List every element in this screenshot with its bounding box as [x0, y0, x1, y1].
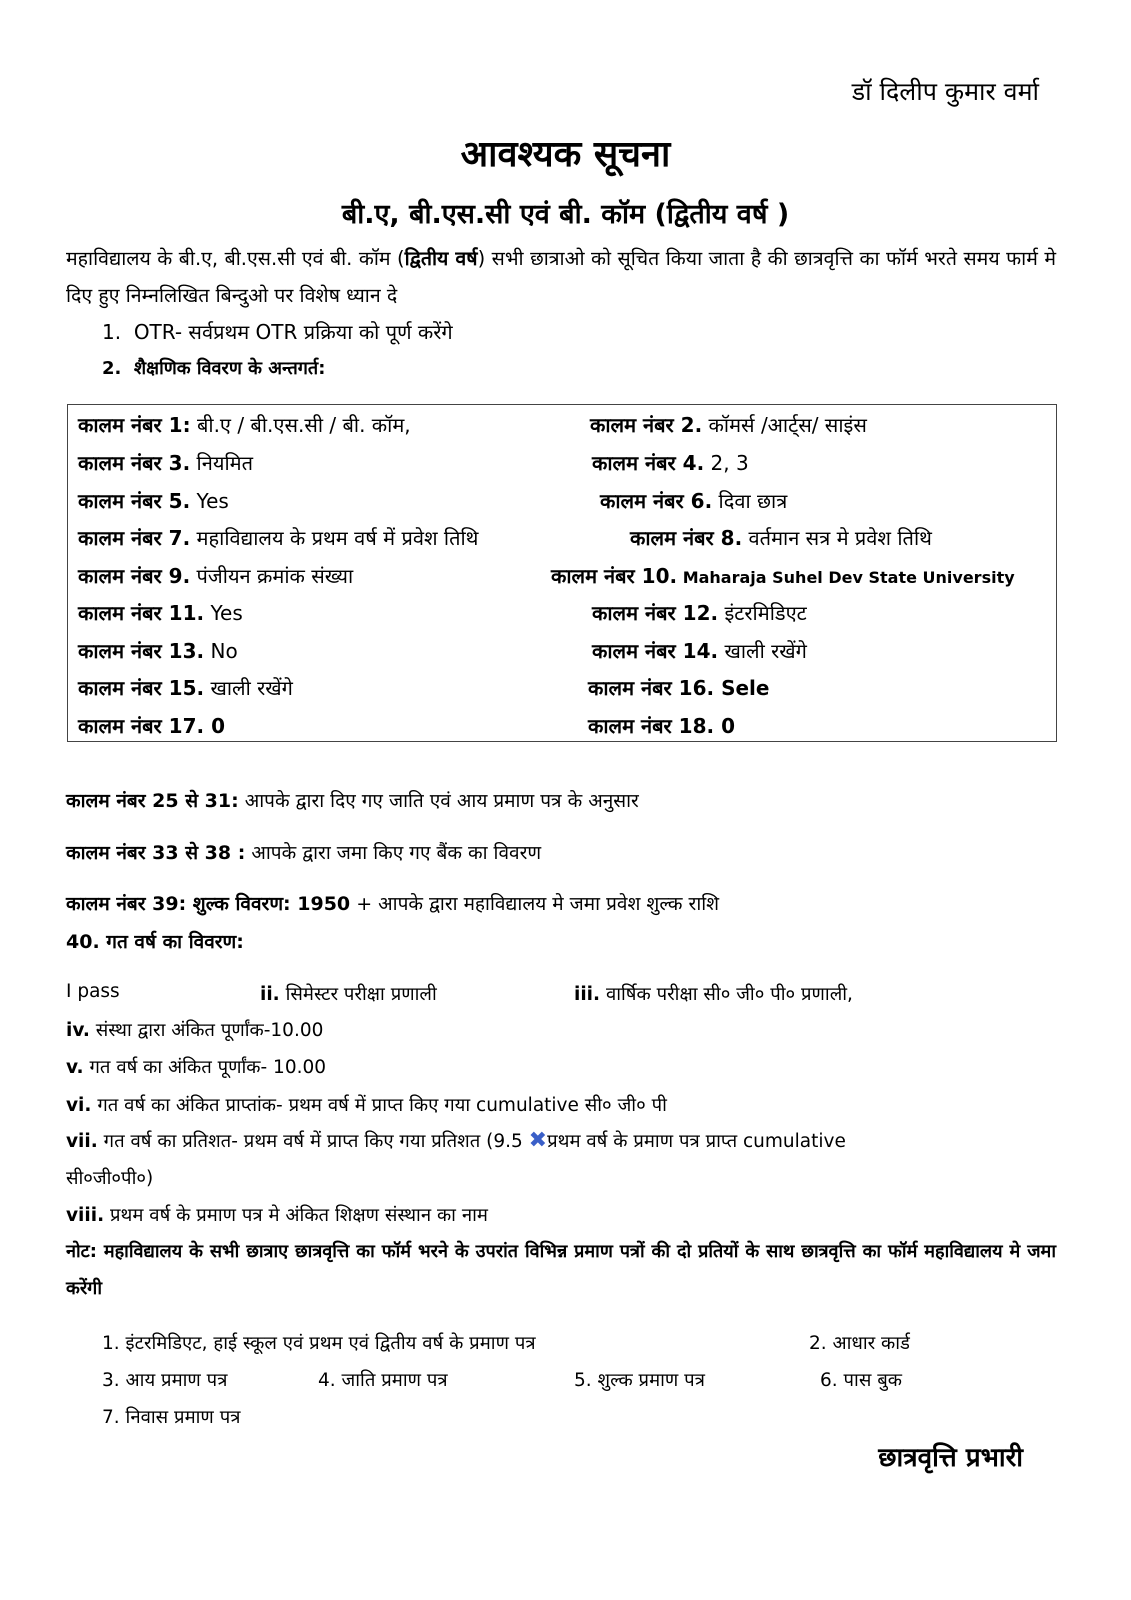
column-cell	[78, 487, 229, 514]
intro-bold: द्वितीय वर्ष	[404, 247, 478, 270]
column-label: कालम नंबर 9.	[78, 564, 191, 588]
column-cell	[78, 524, 478, 551]
column-value: 0	[714, 714, 736, 738]
document-item: 4. जाति प्रमाण पत्र	[318, 1370, 448, 1391]
item-text: सिमेस्टर परीक्षा प्रणाली	[279, 984, 437, 1005]
item-number: iv.	[66, 1020, 90, 1041]
column-label: कालम नंबर 14.	[592, 639, 719, 663]
item-text-cont: प्रथम वर्ष के प्रमाण पत्र प्राप्त cumulative	[547, 1131, 846, 1152]
step-1-text: OTR- सर्वप्रथम OTR प्रक्रिया को पूर्ण करेंगे	[133, 320, 453, 344]
last-year-item-ii	[260, 981, 437, 1006]
section-label: कालम नंबर 25 से 31:	[66, 790, 239, 812]
column-value: Maharaja Suhel Dev State University	[677, 568, 1015, 587]
column-value: खाली रखेंगे	[718, 639, 807, 663]
column-value: Yes	[190, 489, 229, 513]
column-value: बी.ए / बी.एस.सी / बी. कॉम,	[190, 413, 411, 437]
column-label: कालम नंबर 5.	[78, 489, 191, 513]
signature: छात्रवृत्ति प्रभारी	[878, 1443, 1023, 1473]
step-1	[102, 318, 453, 345]
document-item: 6. पास बुक	[820, 1370, 902, 1391]
last-year-item-iii	[574, 981, 853, 1006]
column-label: कालम नंबर 1:	[78, 413, 191, 437]
last-year-item-iv	[66, 1017, 323, 1042]
page-subtitle: बी.ए, बी.एस.सी एवं बी. कॉम (द्वितीय वर्ष )	[341, 199, 790, 230]
column-cell	[592, 599, 807, 626]
column-value: पंजीयन क्रमांक संख्या	[190, 564, 354, 588]
document-item: 2. आधार कार्ड	[809, 1333, 910, 1354]
section-label: कालम नंबर 39: शुल्क विवरण: 1950	[66, 893, 351, 915]
intro-part1: महाविद्यालय के बी.ए, बी.एस.सी एवं बी. कॉम (	[66, 247, 405, 270]
note-paragraph: नोट: महाविद्यालय के सभी छात्राए छात्रवृत्ति का फॉर्म भरने के उपरांत विभिन्न प्रमाण पत्रों की दो प्रतियों के साथ छात्रवृत्ति का फॉर्म महाविद्यालय मे जमा करेंगी	[66, 1241, 1056, 1299]
column-label: कालम नंबर 8.	[630, 526, 743, 550]
column-label: कालम नंबर 10.	[551, 564, 678, 588]
item-text: गत वर्ष का अंकित प्राप्तांक- प्रथम वर्ष में प्राप्त किए गया cumulative सी० जी० पी	[91, 1095, 667, 1116]
step-2-number: 2.	[102, 358, 122, 379]
column-value: कॉमर्स /आर्ट्स/ साइंस	[702, 413, 867, 437]
column-value: महाविद्यालय के प्रथम वर्ष में प्रवेश तिथि	[190, 526, 479, 550]
column-label: कालम नंबर 3.	[78, 451, 191, 475]
column-label: कालम नंबर 11.	[78, 601, 205, 625]
item-number: iii.	[574, 984, 601, 1005]
last-year-item-viii	[66, 1202, 488, 1227]
section-col-33-38	[66, 839, 541, 865]
column-label: कालम नंबर 17.	[78, 714, 205, 738]
column-label: कालम नंबर 15.	[78, 676, 205, 700]
intro-part2: ) सभी छात्राओ को सूचित किया जाता है की छात्रवृत्ति का फॉर्म भरते समय फार्म मे दिए हुए निम्नलिखित बिन्दुओ पर विशेष ध्यान दे	[66, 247, 1057, 307]
step-2	[102, 356, 325, 380]
item-number: vii.	[66, 1131, 98, 1152]
item-number: v.	[66, 1057, 84, 1078]
column-value: Yes	[204, 601, 243, 625]
item-text: वार्षिक परीक्षा सी० जी० पी० प्रणाली,	[600, 984, 853, 1005]
last-year-item-v	[66, 1054, 326, 1079]
document-item: 7. निवास प्रमाण पत्र	[102, 1407, 241, 1428]
item-text: गत वर्ष का प्रतिशत- प्रथम वर्ष में प्राप्त किए गया प्रतिशत (9.5	[97, 1131, 523, 1152]
item-text: संस्था द्वारा अंकित पूर्णांक-10.00	[89, 1020, 324, 1041]
column-value: वर्तमान सत्र मे प्रवेश तिथि	[742, 526, 932, 550]
item-number: vi.	[66, 1095, 92, 1116]
intro-paragraph	[66, 240, 1056, 314]
column-label: कालम नंबर 16.	[588, 676, 715, 700]
column-cell	[590, 411, 867, 438]
column-value: 0	[204, 714, 226, 738]
column-cell	[551, 562, 1015, 589]
document-item: 5. शुल्क प्रमाण पत्र	[574, 1370, 705, 1391]
step-2-text: शैक्षणिक विवरण के अन्तगर्त:	[133, 358, 326, 379]
column-label: कालम नंबर 4.	[592, 451, 705, 475]
column-cell	[78, 449, 253, 476]
document-item: 3. आय प्रमाण पत्र	[102, 1370, 228, 1391]
section-text: आपके द्वारा दिए गए जाति एवं आय प्रमाण पत्र के अनुसार	[238, 790, 639, 812]
column-label: कालम नंबर 6.	[600, 489, 713, 513]
column-cell	[592, 449, 749, 476]
column-cell	[78, 637, 238, 664]
column-label: कालम नंबर 12.	[592, 601, 719, 625]
last-year-item-vii-cont: सी०जी०पी०)	[66, 1168, 154, 1189]
column-label: कालम नंबर 2.	[590, 413, 703, 437]
column-value: 2, 3	[704, 451, 749, 475]
step-1-number: 1.	[102, 320, 122, 344]
column-cell	[78, 562, 353, 589]
item-text: प्रथम वर्ष के प्रमाण पत्र मे अंकित शिक्षण संस्थान का नाम	[104, 1205, 488, 1226]
column-label: कालम नंबर 7.	[78, 526, 191, 550]
column-cell	[78, 712, 225, 739]
column-label: कालम नंबर 13.	[78, 639, 205, 663]
item-number: viii.	[66, 1205, 105, 1226]
section-text: आपके द्वारा जमा किए गए बैंक का विवरण	[245, 842, 542, 864]
column-cell	[78, 411, 411, 438]
column-value: खाली रखेंगे	[204, 676, 293, 700]
author-name: डॉ दिलीप कुमार वर्मा	[851, 77, 1039, 106]
last-year-item-vi	[66, 1092, 667, 1117]
column-value: Sele	[714, 676, 770, 700]
column-cell	[78, 599, 243, 626]
item-text: गत वर्ष का अंकित पूर्णांक- 10.00	[83, 1057, 327, 1078]
page-title: आवश्यक सूचना	[460, 134, 671, 175]
last-year-item-i: I pass	[66, 981, 120, 1002]
column-value: दिवा छात्र	[712, 489, 788, 513]
section-col-25-31	[66, 787, 639, 813]
column-value: No	[204, 639, 238, 663]
column-cell	[630, 524, 932, 551]
document-item: 1. इंटरमिडिएट, हाई स्कूल एवं प्रथम एवं द्वितीय वर्ष के प्रमाण पत्र	[102, 1333, 536, 1354]
column-cell	[600, 487, 787, 514]
section-text: + आपके द्वारा महाविद्यालय मे जमा प्रवेश शुल्क राशि	[350, 893, 720, 915]
column-cell	[78, 674, 293, 701]
column-value: नियमित	[190, 451, 253, 475]
cross-icon: ✖	[528, 1128, 548, 1153]
column-value: इंटरमिडिएट	[718, 601, 807, 625]
section-col-40: 40. गत वर्ष का विवरण:	[66, 931, 244, 953]
item-number: ii.	[260, 984, 280, 1005]
column-label: कालम नंबर 18.	[588, 714, 715, 738]
section-col-39	[66, 890, 719, 916]
column-cell	[592, 637, 807, 664]
column-cell	[588, 674, 769, 701]
last-year-item-vii	[66, 1128, 846, 1153]
section-label: कालम नंबर 33 से 38 :	[66, 842, 246, 864]
column-cell	[588, 712, 735, 739]
